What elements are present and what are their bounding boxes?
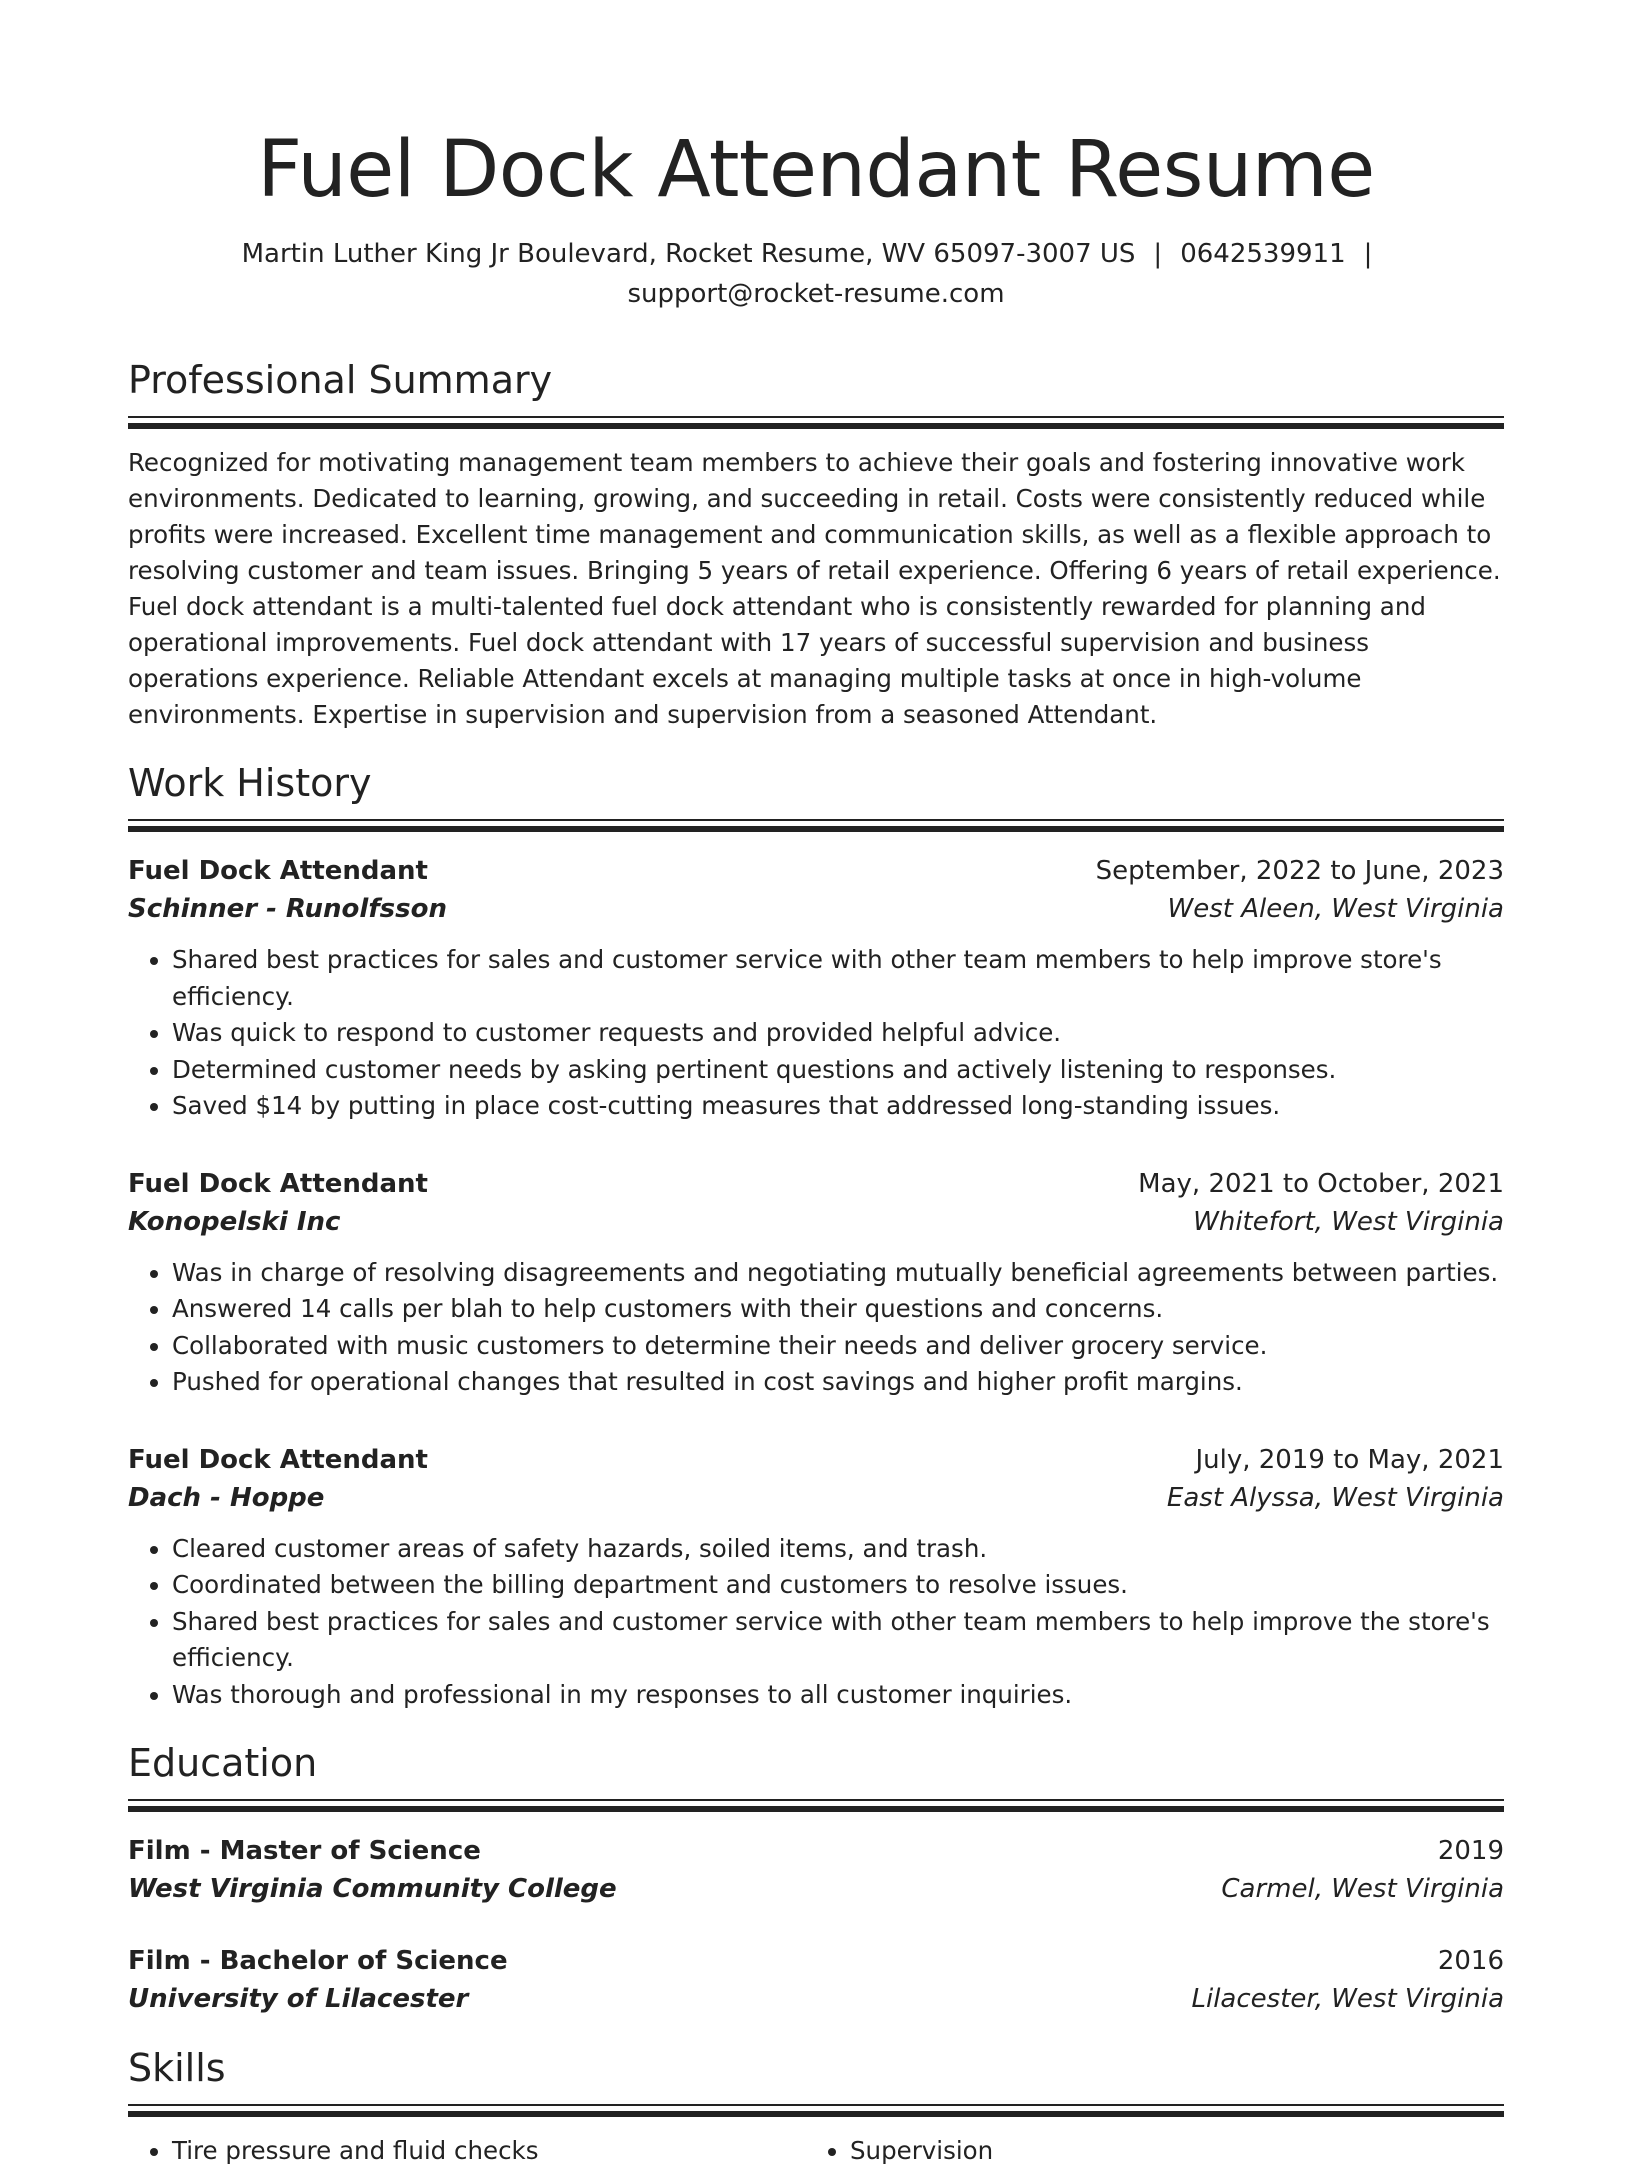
job-company: Schinner - Runolfsson — [128, 894, 447, 924]
job-bullet: • Coordinated between the billing department and customers to resolve issues. — [172, 1567, 1504, 1604]
job-bullet: • Answered 14 calls per blah to help customers with their questions and concerns. — [172, 1291, 1504, 1328]
skills-heading: Skills — [128, 2046, 226, 2090]
job-title: Fuel Dock Attendant — [128, 856, 428, 886]
job-header-row — [128, 1441, 1504, 1479]
education-year: 2016 — [1437, 1946, 1504, 1976]
job-company: Konopelski Inc — [128, 1206, 341, 1237]
job-bullet: • Was thorough and professional in my responses to all customer inquiries. — [172, 1677, 1504, 1714]
job-location: East Alyssa, West Virginia — [1166, 1482, 1504, 1513]
section-divider — [128, 416, 1504, 429]
contact-phone: 0642539911 — [1180, 239, 1346, 269]
skill-item: • Supervision — [850, 2133, 1484, 2169]
contact-line-2 — [128, 274, 1504, 314]
contact-line-1 — [128, 234, 1504, 274]
education-entry — [128, 1942, 1504, 2018]
job-bullets — [128, 1255, 1504, 1401]
contact-info — [128, 234, 1504, 314]
section-divider — [128, 819, 1504, 832]
education-heading: Education — [128, 1741, 318, 1785]
job-bullet: • Was in charge of resolving disagreements and negotiating mutually beneficial agreements between parties. — [172, 1255, 1504, 1292]
job-bullets — [128, 1531, 1504, 1714]
job-bullet: • Shared best practices for sales and customer service with other team members to help improve store's efficiency. — [172, 942, 1504, 1015]
summary-section — [128, 356, 1504, 733]
section-divider — [128, 2104, 1504, 2117]
job-dates: July, 2019 to May, 2021 — [1195, 1444, 1504, 1475]
education-degree: Film - Bachelor of Science — [128, 1946, 508, 1976]
job-dates: September, 2022 to June, 2023 — [1095, 856, 1504, 886]
contact-email[interactable]: support@rocket-resume.com — [627, 279, 1005, 309]
skills-section — [128, 2044, 1504, 2169]
job-bullet: • Determined customer needs by asking pertinent questions and actively listening to responses. — [172, 1052, 1504, 1089]
job-dates: May, 2021 to October, 2021 — [1138, 1168, 1504, 1199]
skill-item: • Tire pressure and fluid checks — [172, 2133, 806, 2169]
job-company: Dach - Hoppe — [128, 1482, 325, 1513]
job-company-row — [128, 1479, 1504, 1517]
job-entry — [128, 1441, 1504, 1714]
education-year: 2019 — [1437, 1836, 1504, 1866]
education-section — [128, 1739, 1504, 2018]
job-company-row — [128, 890, 1504, 928]
job-company-row — [128, 1203, 1504, 1241]
education-school: West Virginia Community College — [128, 1874, 617, 1904]
education-school: University of Lilacester — [128, 1984, 469, 2014]
skills-column-right — [806, 2133, 1484, 2169]
job-title: Fuel Dock Attendant — [128, 1168, 428, 1199]
work-history-section — [128, 759, 1504, 1713]
education-school-row — [128, 1980, 1504, 2018]
job-location: Whitefort, West Virginia — [1193, 1206, 1504, 1237]
job-bullet: • Shared best practices for sales and customer service with other team members to help improve the store's efficiency. — [172, 1604, 1504, 1677]
summary-heading: Professional Summary — [128, 358, 553, 402]
work-history-heading: Work History — [128, 761, 372, 805]
education-header-row — [128, 1832, 1504, 1870]
education-header-row — [128, 1942, 1504, 1980]
education-degree: Film - Master of Science — [128, 1836, 481, 1866]
job-bullet: • Pushed for operational changes that resulted in cost savings and higher profit margins. — [172, 1364, 1504, 1401]
summary-text: Recognized for motivating management team members to achieve their goals and fostering innovative work environments. Dedicated to learning, growing, and succeeding in retail. Costs were consistently reduced while profits were increased. Excellent time management and communication skills, as well as a flexible approach to resolving customer and team issues. Bringing 5 years of retail experience. Offering 6 years of retail experience. Fuel dock attendant is a multi-talented fuel dock attendant who is consistently rewarded for planning and operational improvements. Fuel dock attendant with 17 years of successful supervision and business operations experience. Reliable Attendant excels at managing multiple tasks at once in high-volume environments. Expertise in supervision and supervision from a seasoned Attendant. — [128, 448, 1501, 729]
job-title: Fuel Dock Attendant — [128, 1444, 428, 1475]
job-entry — [128, 852, 1504, 1125]
contact-separator: | — [1363, 239, 1373, 269]
job-bullet: • Saved $14 by putting in place cost-cutting measures that addressed long-standing issues. — [172, 1088, 1504, 1125]
job-entry — [128, 1165, 1504, 1401]
job-bullet: • Cleared customer areas of safety hazards, soiled items, and trash. — [172, 1531, 1504, 1568]
education-location: Lilacester, West Virginia — [1191, 1984, 1504, 2014]
contact-address: Martin Luther King Jr Boulevard, Rocket Resume, WV 65097-3007 US — [241, 239, 1136, 269]
skills-columns — [128, 2133, 1504, 2169]
resume-title: Fuel Dock Attendant Resume — [257, 125, 1375, 215]
skills-column-left — [128, 2133, 806, 2169]
education-school-row — [128, 1870, 1504, 1908]
job-location: West Aleen, West Virginia — [1167, 894, 1504, 924]
job-bullet: • Was quick to respond to customer requests and provided helpful advice. — [172, 1015, 1504, 1052]
education-location: Carmel, West Virginia — [1221, 1874, 1504, 1904]
job-bullet: • Collaborated with music customers to determine their needs and deliver grocery service. — [172, 1328, 1504, 1365]
contact-separator: | — [1153, 239, 1163, 269]
job-header-row — [128, 1165, 1504, 1203]
job-header-row — [128, 852, 1504, 890]
section-divider — [128, 1799, 1504, 1812]
education-entry — [128, 1832, 1504, 1908]
job-bullets — [128, 942, 1504, 1125]
